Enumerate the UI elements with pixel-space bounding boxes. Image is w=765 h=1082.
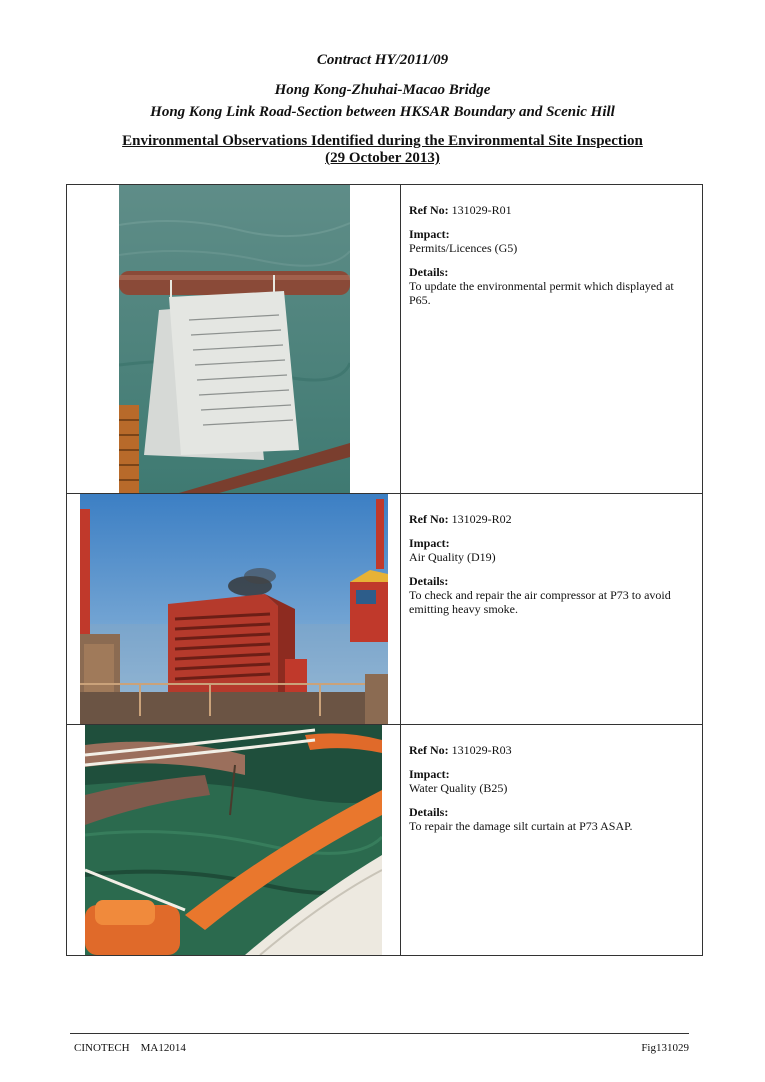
photo-air-compressor bbox=[80, 494, 388, 724]
contract-number: Contract HY/2011/09 bbox=[316, 52, 449, 68]
impact-value: Air Quality (D19) bbox=[409, 550, 496, 564]
observations-table bbox=[66, 184, 703, 956]
details-label: Details: bbox=[409, 805, 449, 819]
photo-permit-notice bbox=[119, 185, 350, 493]
details-label: Details: bbox=[409, 574, 449, 588]
footer-left: CINOTECH MA12014 bbox=[74, 1042, 186, 1054]
impact-value: Water Quality (B25) bbox=[409, 781, 508, 795]
ref-label: Ref No: bbox=[409, 203, 449, 217]
details-cell bbox=[401, 185, 703, 494]
photo-cell bbox=[67, 185, 401, 494]
project-title-line1: Hong Kong-Zhuhai-Macao Bridge bbox=[274, 82, 491, 98]
photo-cell bbox=[67, 725, 401, 956]
details-value: To repair the damage silt curtain at P73 ASAP. bbox=[409, 819, 633, 833]
ref-number: 131029-R01 bbox=[451, 203, 512, 217]
page-title: Environmental Observations Identified during the Environmental Site Inspection bbox=[122, 133, 643, 149]
details-value: To update the environmental permit which displayed at P65. bbox=[409, 279, 674, 307]
page-title-date: (29 October 2013) bbox=[325, 150, 440, 166]
photo-silt-curtain bbox=[85, 725, 382, 955]
impact-label: Impact: bbox=[409, 767, 450, 781]
ref-number: 131029-R03 bbox=[451, 743, 512, 757]
details-label: Details: bbox=[409, 265, 449, 279]
impact-label: Impact: bbox=[409, 536, 450, 550]
ref-label: Ref No: bbox=[409, 743, 449, 757]
details-value: To check and repair the air compressor at P73 to avoid emitting heavy smoke. bbox=[409, 588, 671, 616]
ref-number: 131029-R02 bbox=[451, 512, 512, 526]
details-cell bbox=[401, 494, 703, 725]
footer-right: Fig131029 bbox=[641, 1042, 689, 1054]
impact-value: Permits/Licences (G5) bbox=[409, 241, 518, 255]
footer-divider bbox=[70, 1033, 689, 1034]
photo-cell bbox=[67, 494, 401, 725]
details-cell bbox=[401, 725, 703, 956]
table-row bbox=[67, 185, 703, 494]
ref-label: Ref No: bbox=[409, 512, 449, 526]
impact-label: Impact: bbox=[409, 227, 450, 241]
project-title-line2: Hong Kong Link Road-Section between HKSAR Boundary and Scenic Hill bbox=[150, 104, 615, 120]
table-row bbox=[67, 725, 703, 956]
table-row bbox=[67, 494, 703, 725]
